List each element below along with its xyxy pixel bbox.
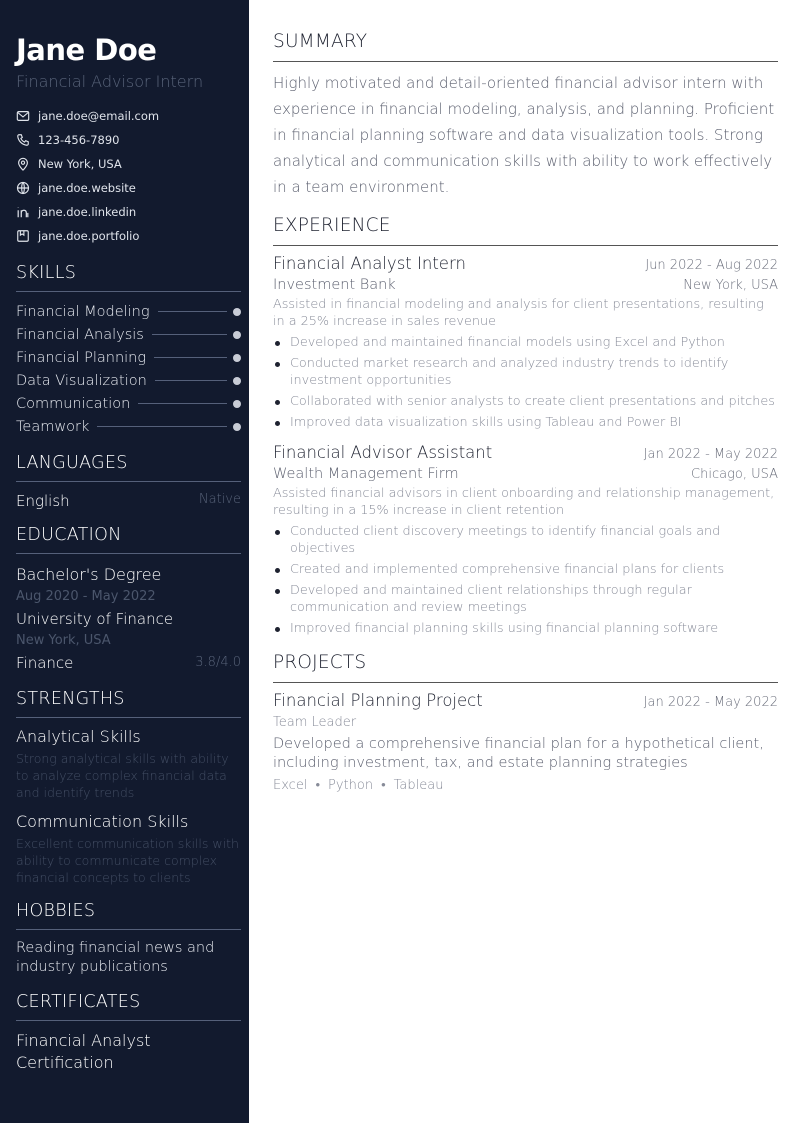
contact-email[interactable] [16,104,241,128]
contact-text: 123-456-7890 [38,133,120,147]
main-content [273,30,778,793]
tool-tag: Tableau [393,778,444,793]
certificates-heading: CERTIFICATES [16,991,241,1021]
skill-item [16,415,241,438]
tool-tag: Python [328,778,374,793]
education-heading: EDUCATION [16,524,241,554]
job-header [273,443,778,462]
education-school: University of Finance [16,610,174,628]
job-dates: Jun 2022 - Aug 2022 [645,258,778,273]
job-location: Chicago, USA [691,467,778,482]
globe-icon [16,181,30,195]
experience-entry [273,443,778,637]
project-tools [273,777,778,793]
skill-label: Financial Modeling [16,303,150,320]
sidebar [0,0,249,1123]
bullet-item: Created and implemented comprehensive financial plans for clients [273,561,778,578]
strength-title: Analytical Skills [16,727,141,746]
skill-divider [97,426,227,427]
email-icon [16,109,30,123]
skill-dot [233,377,241,385]
job-description: Assisted in financial modeling and analysis for client presentations, resulting in a 25% increase in sales revenue [273,297,764,329]
skill-dot [233,308,241,316]
projects-section [273,651,778,793]
contact-list [16,104,241,248]
skill-label: Data Visualization [16,372,147,389]
tool-separator: • [381,778,386,793]
education-dates: Aug 2020 - May 2022 [16,589,156,604]
skill-dot [233,400,241,408]
project-description: Developed a comprehensive financial plan for a hypothetical client, including investment, tax, and estate planning strategies [273,736,764,771]
contact-portfolio[interactable] [16,224,241,248]
hobby-item: Reading financial news and industry publications [16,940,215,975]
project-role: Team Leader [273,715,357,730]
skill-label: Communication [16,395,131,412]
contact-linkedin[interactable] [16,200,241,224]
bullet-item: Collaborated with senior analysts to create client presentations and pitches [273,393,778,410]
education-field-row [16,652,241,674]
job-subheader [273,466,778,482]
strength-description: Excellent communication skills with ability to communicate complex financial concepts to clients [16,836,239,885]
hobbies-heading: HOBBIES [16,900,241,930]
language-item [16,492,241,510]
contact-website[interactable] [16,176,241,200]
skill-label: Financial Analysis [16,326,144,343]
tool-separator: • [315,778,320,793]
bullet-item: Conducted client discovery meetings to identify financial goals and objectives [273,523,778,557]
bullet-item: Developed and maintained financial models using Excel and Python [273,334,778,351]
project-dates: Jan 2022 - May 2022 [643,695,778,710]
language-name: English [16,492,70,510]
skills-list [16,300,241,438]
strength-title: Communication Skills [16,812,189,831]
skill-dot [233,423,241,431]
contact-text: jane.doe@email.com [38,109,160,123]
tool-tag: Excel [273,778,308,793]
bullet-item: Developed and maintained client relationships through regular communication and review meetings [273,582,778,616]
skill-item [16,300,241,323]
skill-divider [138,403,227,404]
education-location: New York, USA [16,633,111,648]
contact-text: jane.doe.website [38,181,136,195]
contact-text: New York, USA [38,157,122,171]
skill-label: Financial Planning [16,349,147,366]
candidate-name: Jane Doe [16,33,157,67]
skill-item [16,346,241,369]
job-bullets [273,523,778,637]
job-header [273,254,778,273]
summary-text: Highly motivated and detail-oriented financial advisor intern with experience in financial modeling, analysis, and planning. Proficient in financial planning software and data visualization tools. Strong analytical and communication skills with ability to work effectively in a team environment. [273,74,775,196]
job-description: Assisted financial advisors in client onboarding and relationship management, resulting in a 15% increase in client retention [273,486,775,518]
certificate-item: Financial Analyst Certification [16,1031,151,1072]
skill-divider [154,357,227,358]
languages-heading: LANGUAGES [16,452,241,482]
project-header [273,691,778,710]
job-title: Financial Analyst Intern [273,254,466,273]
location-pin-icon [16,157,30,171]
skill-divider [158,311,227,312]
strengths-heading: STRENGTHS [16,688,241,718]
portfolio-icon [16,229,30,243]
contact-text: jane.doe.portfolio [38,229,140,243]
experience-entry [273,254,778,431]
bullet-item: Improved data visualization skills using Tableau and Power BI [273,414,778,431]
job-title: Financial Advisor Assistant [273,443,493,462]
skill-item [16,392,241,415]
bullet-item: Improved financial planning skills using financial planning software [273,620,778,637]
job-bullets [273,334,778,431]
job-location: New York, USA [683,278,778,293]
projects-heading: PROJECTS [273,651,778,683]
linkedin-icon [16,205,30,219]
skill-dot [233,354,241,362]
skill-dot [233,331,241,339]
candidate-role: Financial Advisor Intern [16,72,204,91]
experience-heading: EXPERIENCE [273,214,778,246]
contact-text: jane.doe.linkedin [38,205,137,219]
skill-label: Teamwork [16,418,90,435]
phone-icon [16,133,30,147]
strength-description: Strong analytical skills with ability to analyze complex financial data and identify trends [16,751,229,800]
job-company: Investment Bank [273,277,396,293]
summary-heading: SUMMARY [273,30,778,62]
job-dates: Jan 2022 - May 2022 [643,447,778,462]
bullet-item: Conducted market research and analyzed industry trends to identify investment opportunities [273,355,778,389]
job-company: Wealth Management Firm [273,466,459,482]
skill-divider [155,380,227,381]
language-level: Native [198,492,241,507]
skill-item [16,369,241,392]
contact-location [16,152,241,176]
skill-divider [152,334,227,335]
education-gpa: 3.8/4.0 [195,655,241,670]
contact-phone[interactable] [16,128,241,152]
education-field: Finance [16,654,74,672]
education-degree: Bachelor's Degree [16,565,162,584]
skills-heading: SKILLS [16,262,241,292]
skill-item [16,323,241,346]
job-subheader [273,277,778,293]
project-title: Financial Planning Project [273,691,483,710]
experience-section [273,214,778,637]
